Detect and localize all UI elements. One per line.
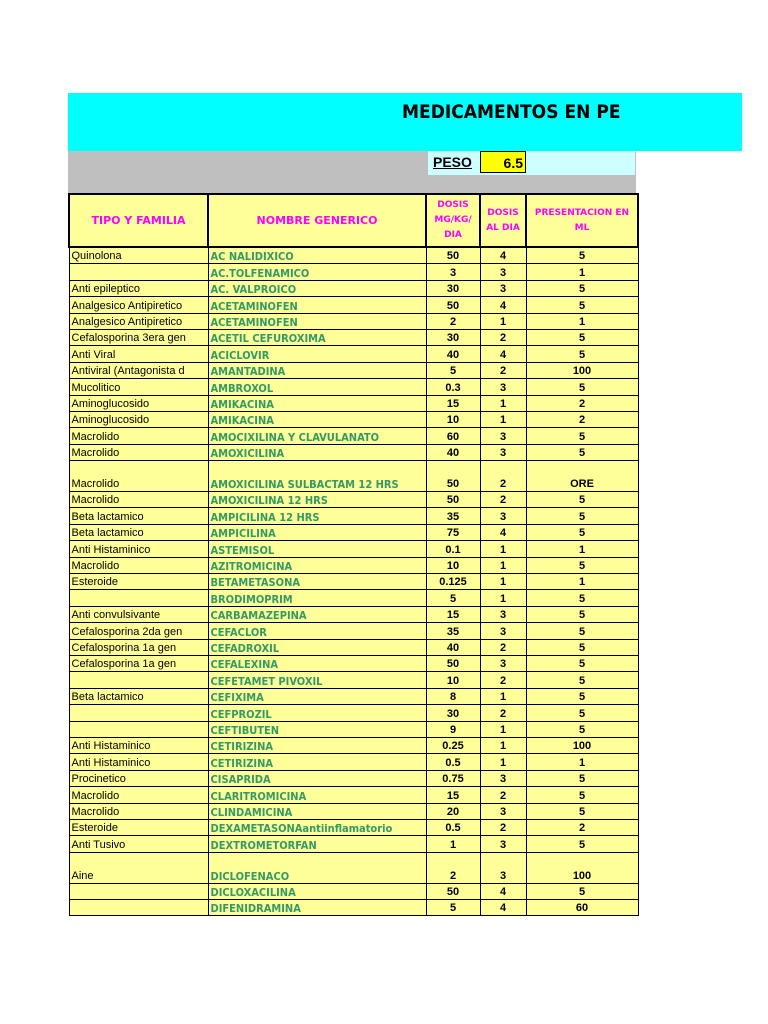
cell-dosis[interactable]: 50 [426,297,480,313]
cell-dosis-dia[interactable]: 3 [480,623,526,639]
cell-tipo[interactable]: Beta lactamico [69,508,208,524]
cell-tipo[interactable]: Cefalosporina 1a gen [69,655,208,671]
cell-tipo[interactable]: Quinolona [69,247,208,264]
table-row [69,883,638,899]
cell-nombre[interactable]: AC. VALPROICO [208,280,426,296]
cell-presentacion[interactable]: 2 [526,395,638,411]
cell-dosis[interactable]: 0.75 [426,770,480,786]
col-header-presentacion: PRESENTACION EN ML [526,194,638,247]
cell-dosis-dia[interactable]: 3 [480,444,526,460]
cell-presentacion[interactable]: 2 [526,411,638,427]
cell-dosis[interactable]: 75 [426,524,480,540]
cell-tipo[interactable]: Anti Histaminico [69,737,208,753]
cell-dosis[interactable]: 2 [426,313,480,329]
cell-dosis[interactable]: 20 [426,803,480,819]
cell-dosis[interactable]: 2 [426,852,480,883]
table-row [69,508,638,524]
cell-tipo[interactable]: Beta lactamico [69,688,208,704]
cell-tipo[interactable] [69,900,208,916]
cell-tipo[interactable]: Esteroide [69,819,208,835]
cell-dosis[interactable]: 30 [426,329,480,345]
cell-dosis[interactable]: 40 [426,639,480,655]
cell-dosis-dia[interactable]: 4 [480,346,526,362]
table-row [69,362,638,378]
cell-presentacion[interactable]: 2 [526,819,638,835]
cell-dosis-dia[interactable]: 2 [480,787,526,803]
cell-presentacion[interactable]: 100 [526,362,638,378]
table-row [69,590,638,606]
cell-nombre[interactable]: DIFENIDRAMINA [208,900,426,916]
cell-dosis-dia[interactable]: 4 [480,297,526,313]
cell-tipo[interactable]: Macrolido [69,787,208,803]
cell-dosis-dia[interactable]: 2 [480,705,526,721]
table-row [69,280,638,296]
cell-tipo[interactable]: Macrolido [69,557,208,573]
cell-dosis-dia[interactable]: 1 [480,688,526,704]
cell-tipo[interactable]: Anti Histaminico [69,541,208,557]
cell-dosis-dia[interactable]: 1 [480,541,526,557]
cell-dosis[interactable]: 0.1 [426,541,480,557]
cell-presentacion[interactable]: 5 [526,787,638,803]
cell-presentacion[interactable]: 5 [526,280,638,296]
table-row [69,819,638,835]
cell-presentacion[interactable]: 5 [526,705,638,721]
cell-dosis[interactable]: 15 [426,787,480,803]
cell-presentacion[interactable]: 5 [526,623,638,639]
cell-dosis-dia[interactable]: 3 [480,379,526,395]
cell-tipo[interactable]: Aminoglucosido [69,395,208,411]
cell-dosis[interactable]: 10 [426,411,480,427]
cell-nombre[interactable]: ACETAMINOFEN [208,313,426,329]
cell-nombre[interactable]: AMIKACINA [208,411,426,427]
cell-presentacion[interactable]: 5 [526,803,638,819]
col-header-tipo: TIPO Y FAMILIA [69,194,208,247]
cell-nombre[interactable]: CISAPRIDA [208,770,426,786]
cell-dosis-dia[interactable]: 3 [480,655,526,671]
cell-dosis[interactable]: 5 [426,900,480,916]
cell-tipo[interactable]: Macrolido [69,492,208,508]
cell-presentacion[interactable]: 5 [526,606,638,622]
col-header-dosis-dia: DOSIS AL DIA [480,194,526,247]
cell-dosis[interactable]: 60 [426,428,480,444]
table-row [69,313,638,329]
cell-tipo[interactable]: Macrolido [69,461,208,492]
cell-presentacion[interactable]: 1 [526,541,638,557]
cell-nombre[interactable]: DICLOXACILINA [208,883,426,899]
cell-presentacion[interactable]: 5 [526,721,638,737]
cell-tipo[interactable]: Cefalosporina 2da gen [69,623,208,639]
cell-nombre[interactable]: CARBAMAZEPINA [208,606,426,622]
table-row [69,655,638,671]
cell-tipo[interactable]: Aine [69,852,208,883]
table-row [69,672,638,688]
cell-dosis[interactable]: 35 [426,508,480,524]
col-header-dosis: DOSIS MG/KG/ DIA [426,194,480,247]
table-row [69,346,638,362]
cell-dosis[interactable]: 40 [426,346,480,362]
table-row [69,297,638,313]
cell-presentacion[interactable]: 5 [526,557,638,573]
cell-dosis-dia[interactable]: 1 [480,737,526,753]
cell-dosis[interactable]: 5 [426,590,480,606]
cell-dosis-dia[interactable]: 1 [480,590,526,606]
cell-dosis[interactable]: 0.3 [426,379,480,395]
cell-dosis[interactable]: 0.5 [426,754,480,770]
cell-dosis-dia[interactable]: 3 [480,852,526,883]
cell-dosis-dia[interactable]: 4 [480,883,526,899]
cell-dosis[interactable]: 15 [426,606,480,622]
cell-tipo[interactable]: Anti convulsivante [69,606,208,622]
table-row [69,705,638,721]
cell-nombre[interactable]: AMOXICILINA SULBACTAM 12 HRS [208,461,426,492]
cell-tipo[interactable] [69,672,208,688]
col-header-nombre: NOMBRE GENERICO [208,194,426,247]
cell-dosis[interactable]: 10 [426,672,480,688]
cell-dosis-dia[interactable]: 4 [480,900,526,916]
peso-label: PESO [433,154,472,170]
cell-tipo[interactable]: Analgesico Antipiretico [69,297,208,313]
cell-nombre[interactable]: AMIKACINA [208,395,426,411]
cell-nombre[interactable]: CETIRIZINA [208,754,426,770]
cell-dosis-dia[interactable]: 4 [480,524,526,540]
cell-nombre[interactable]: AMBROXOL [208,379,426,395]
cell-nombre[interactable]: BETAMETASONA [208,574,426,590]
cell-dosis-dia[interactable]: 1 [480,557,526,573]
table-row [69,688,638,704]
cell-dosis[interactable]: 35 [426,623,480,639]
cell-dosis[interactable]: 1 [426,836,480,852]
cell-nombre[interactable]: AMOCIXILINA Y CLAVULANATO [208,428,426,444]
cell-tipo[interactable] [69,264,208,280]
cell-dosis[interactable]: 10 [426,557,480,573]
cell-dosis[interactable]: 9 [426,721,480,737]
cell-dosis-dia[interactable]: 2 [480,639,526,655]
table-row [69,524,638,540]
table-row [69,411,638,427]
cell-dosis-dia[interactable]: 2 [480,819,526,835]
cell-dosis[interactable]: 50 [426,247,480,264]
cell-nombre[interactable]: CETIRIZINA [208,737,426,753]
cell-dosis-dia[interactable]: 3 [480,803,526,819]
cell-nombre[interactable]: AC NALIDIXICO [208,247,426,264]
cell-dosis-dia[interactable]: 1 [480,395,526,411]
cell-dosis-dia[interactable]: 3 [480,264,526,280]
cell-dosis-dia[interactable]: 2 [480,461,526,492]
cell-tipo[interactable]: Anti Viral [69,346,208,362]
cell-nombre[interactable]: CEFALEXINA [208,655,426,671]
cell-dosis-dia[interactable]: 1 [480,313,526,329]
table-row [69,264,638,280]
cell-tipo[interactable] [69,721,208,737]
cell-tipo[interactable]: Macrolido [69,444,208,460]
cell-dosis[interactable]: 50 [426,883,480,899]
cell-tipo[interactable]: Beta lactamico [69,524,208,540]
cell-tipo[interactable] [69,590,208,606]
cell-presentacion[interactable]: 5 [526,297,638,313]
cell-presentacion[interactable]: 5 [526,428,638,444]
cell-dosis[interactable]: 3 [426,264,480,280]
table-header-row [69,194,638,247]
cell-tipo[interactable]: Analgesico Antipiretico [69,313,208,329]
table-row [69,770,638,786]
cell-nombre[interactable]: ACETAMINOFEN [208,297,426,313]
table-row [69,721,638,737]
cell-presentacion[interactable]: 5 [526,639,638,655]
cell-dosis-dia[interactable]: 2 [480,672,526,688]
cell-dosis[interactable]: 30 [426,280,480,296]
cell-nombre[interactable]: ACETIL CEFUROXIMA [208,329,426,345]
cell-presentacion[interactable]: 5 [526,379,638,395]
cell-nombre[interactable]: AMPICILINA [208,524,426,540]
cell-nombre[interactable]: AMOXICILINA 12 HRS [208,492,426,508]
cell-dosis[interactable]: 50 [426,655,480,671]
cell-dosis[interactable]: 0.25 [426,737,480,753]
cell-presentacion[interactable]: 1 [526,313,638,329]
table-row [69,754,638,770]
cell-dosis[interactable]: 50 [426,492,480,508]
cell-presentacion[interactable]: 5 [526,590,638,606]
cell-dosis[interactable]: 8 [426,688,480,704]
cell-presentacion[interactable]: 1 [526,264,638,280]
table-row [69,737,638,753]
cell-tipo[interactable]: Anti Histaminico [69,754,208,770]
cell-nombre[interactable]: DEXTROMETORFAN [208,836,426,852]
cell-nombre[interactable]: CEFACLOR [208,623,426,639]
cell-presentacion[interactable]: 5 [526,508,638,524]
cell-nombre[interactable]: CEFIXIMA [208,688,426,704]
cell-tipo[interactable]: Antiviral (Antagonista d [69,362,208,378]
cell-dosis-dia[interactable]: 2 [480,362,526,378]
table-row [69,557,638,573]
cell-nombre[interactable]: CLARITROMICINA [208,787,426,803]
cell-nombre[interactable]: DICLOFENACO [208,852,426,883]
table-row [69,395,638,411]
cell-dosis-dia[interactable]: 3 [480,836,526,852]
peso-value-cell[interactable]: 6.5 [480,151,526,173]
cell-tipo[interactable]: Aminoglucosido [69,411,208,427]
cell-tipo[interactable] [69,705,208,721]
table-row [69,803,638,819]
cell-nombre[interactable]: AZITROMICINA [208,557,426,573]
cell-tipo[interactable]: Cefalosporina 1a gen [69,639,208,655]
cell-dosis[interactable]: 15 [426,395,480,411]
table-row [69,787,638,803]
cell-presentacion[interactable]: 1 [526,754,638,770]
cell-tipo[interactable]: Macrolido [69,428,208,444]
cell-presentacion[interactable]: ORE [526,461,638,492]
cell-presentacion[interactable]: 60 [526,900,638,916]
cell-presentacion[interactable]: 5 [526,492,638,508]
cell-dosis-dia[interactable]: 1 [480,721,526,737]
cell-dosis-dia[interactable]: 3 [480,280,526,296]
cell-dosis-dia[interactable]: 3 [480,508,526,524]
cell-dosis-dia[interactable]: 3 [480,606,526,622]
cell-nombre[interactable]: CEFPROZIL [208,705,426,721]
cell-nombre[interactable]: BRODIMOPRIM [208,590,426,606]
table-row [69,329,638,345]
cell-dosis[interactable]: 5 [426,362,480,378]
table-row [69,444,638,460]
cell-tipo[interactable] [69,883,208,899]
cell-presentacion[interactable]: 5 [526,770,638,786]
cell-presentacion[interactable]: 5 [526,883,638,899]
table-row [69,606,638,622]
cell-nombre[interactable]: CEFETAMET PIVOXIL [208,672,426,688]
cell-nombre[interactable]: DEXAMETASONAantiinflamatorio [208,819,426,835]
cell-dosis[interactable]: 0.5 [426,819,480,835]
cell-presentacion[interactable]: 5 [526,655,638,671]
page-title: MEDICAMENTOS EN PE [402,101,621,123]
table-row [69,900,638,916]
table-row [69,492,638,508]
cell-tipo[interactable]: Esteroide [69,574,208,590]
cell-presentacion[interactable]: 5 [526,688,638,704]
cell-tipo[interactable]: Anti Tusivo [69,836,208,852]
cell-presentacion[interactable]: 5 [526,346,638,362]
cell-presentacion[interactable]: 5 [526,329,638,345]
table-row [69,836,638,852]
cell-nombre[interactable]: ASTEMISOL [208,541,426,557]
table-row [69,623,638,639]
medication-table [68,193,639,916]
cell-nombre[interactable]: CLINDAMICINA [208,803,426,819]
cell-dosis-dia[interactable]: 1 [480,411,526,427]
cell-nombre[interactable]: AMPICILINA 12 HRS [208,508,426,524]
cell-nombre[interactable]: AMOXICILINA [208,444,426,460]
cell-dosis-dia[interactable]: 4 [480,247,526,264]
cell-tipo[interactable]: Anti epileptico [69,280,208,296]
cell-tipo[interactable]: Mucolitico [69,379,208,395]
title-banner [68,93,742,151]
cell-dosis-dia[interactable]: 2 [480,492,526,508]
cell-presentacion[interactable]: 5 [526,836,638,852]
cell-presentacion[interactable]: 5 [526,247,638,264]
cell-presentacion[interactable]: 5 [526,672,638,688]
cell-presentacion[interactable]: 1 [526,574,638,590]
cell-presentacion[interactable]: 5 [526,524,638,540]
cell-dosis-dia[interactable]: 1 [480,574,526,590]
cell-dosis-dia[interactable]: 3 [480,770,526,786]
cell-tipo[interactable]: Cefalosporina 3era gen [69,329,208,345]
cell-dosis-dia[interactable]: 3 [480,428,526,444]
cell-dosis[interactable]: 30 [426,705,480,721]
table-row [69,852,638,883]
table-row [69,247,638,264]
cell-dosis[interactable]: 0.125 [426,574,480,590]
cell-dosis[interactable]: 50 [426,461,480,492]
cell-nombre[interactable]: ACICLOVIR [208,346,426,362]
cell-dosis-dia[interactable]: 1 [480,754,526,770]
table-row [69,639,638,655]
cell-nombre[interactable]: CEFADROXIL [208,639,426,655]
table-row [69,428,638,444]
cell-nombre[interactable]: AMANTADINA [208,362,426,378]
table-row [69,541,638,557]
cell-presentacion[interactable]: 100 [526,737,638,753]
cell-presentacion[interactable]: 5 [526,444,638,460]
cell-nombre[interactable]: AC.TOLFENAMICO [208,264,426,280]
cell-nombre[interactable]: CEFTIBUTEN [208,721,426,737]
cell-tipo[interactable]: Macrolido [69,803,208,819]
cell-dosis-dia[interactable]: 2 [480,329,526,345]
cell-dosis[interactable]: 40 [426,444,480,460]
table-row [69,379,638,395]
table-row [69,461,638,492]
table-row [69,574,638,590]
cell-presentacion[interactable]: 100 [526,852,638,883]
cell-tipo[interactable]: Procinetico [69,770,208,786]
